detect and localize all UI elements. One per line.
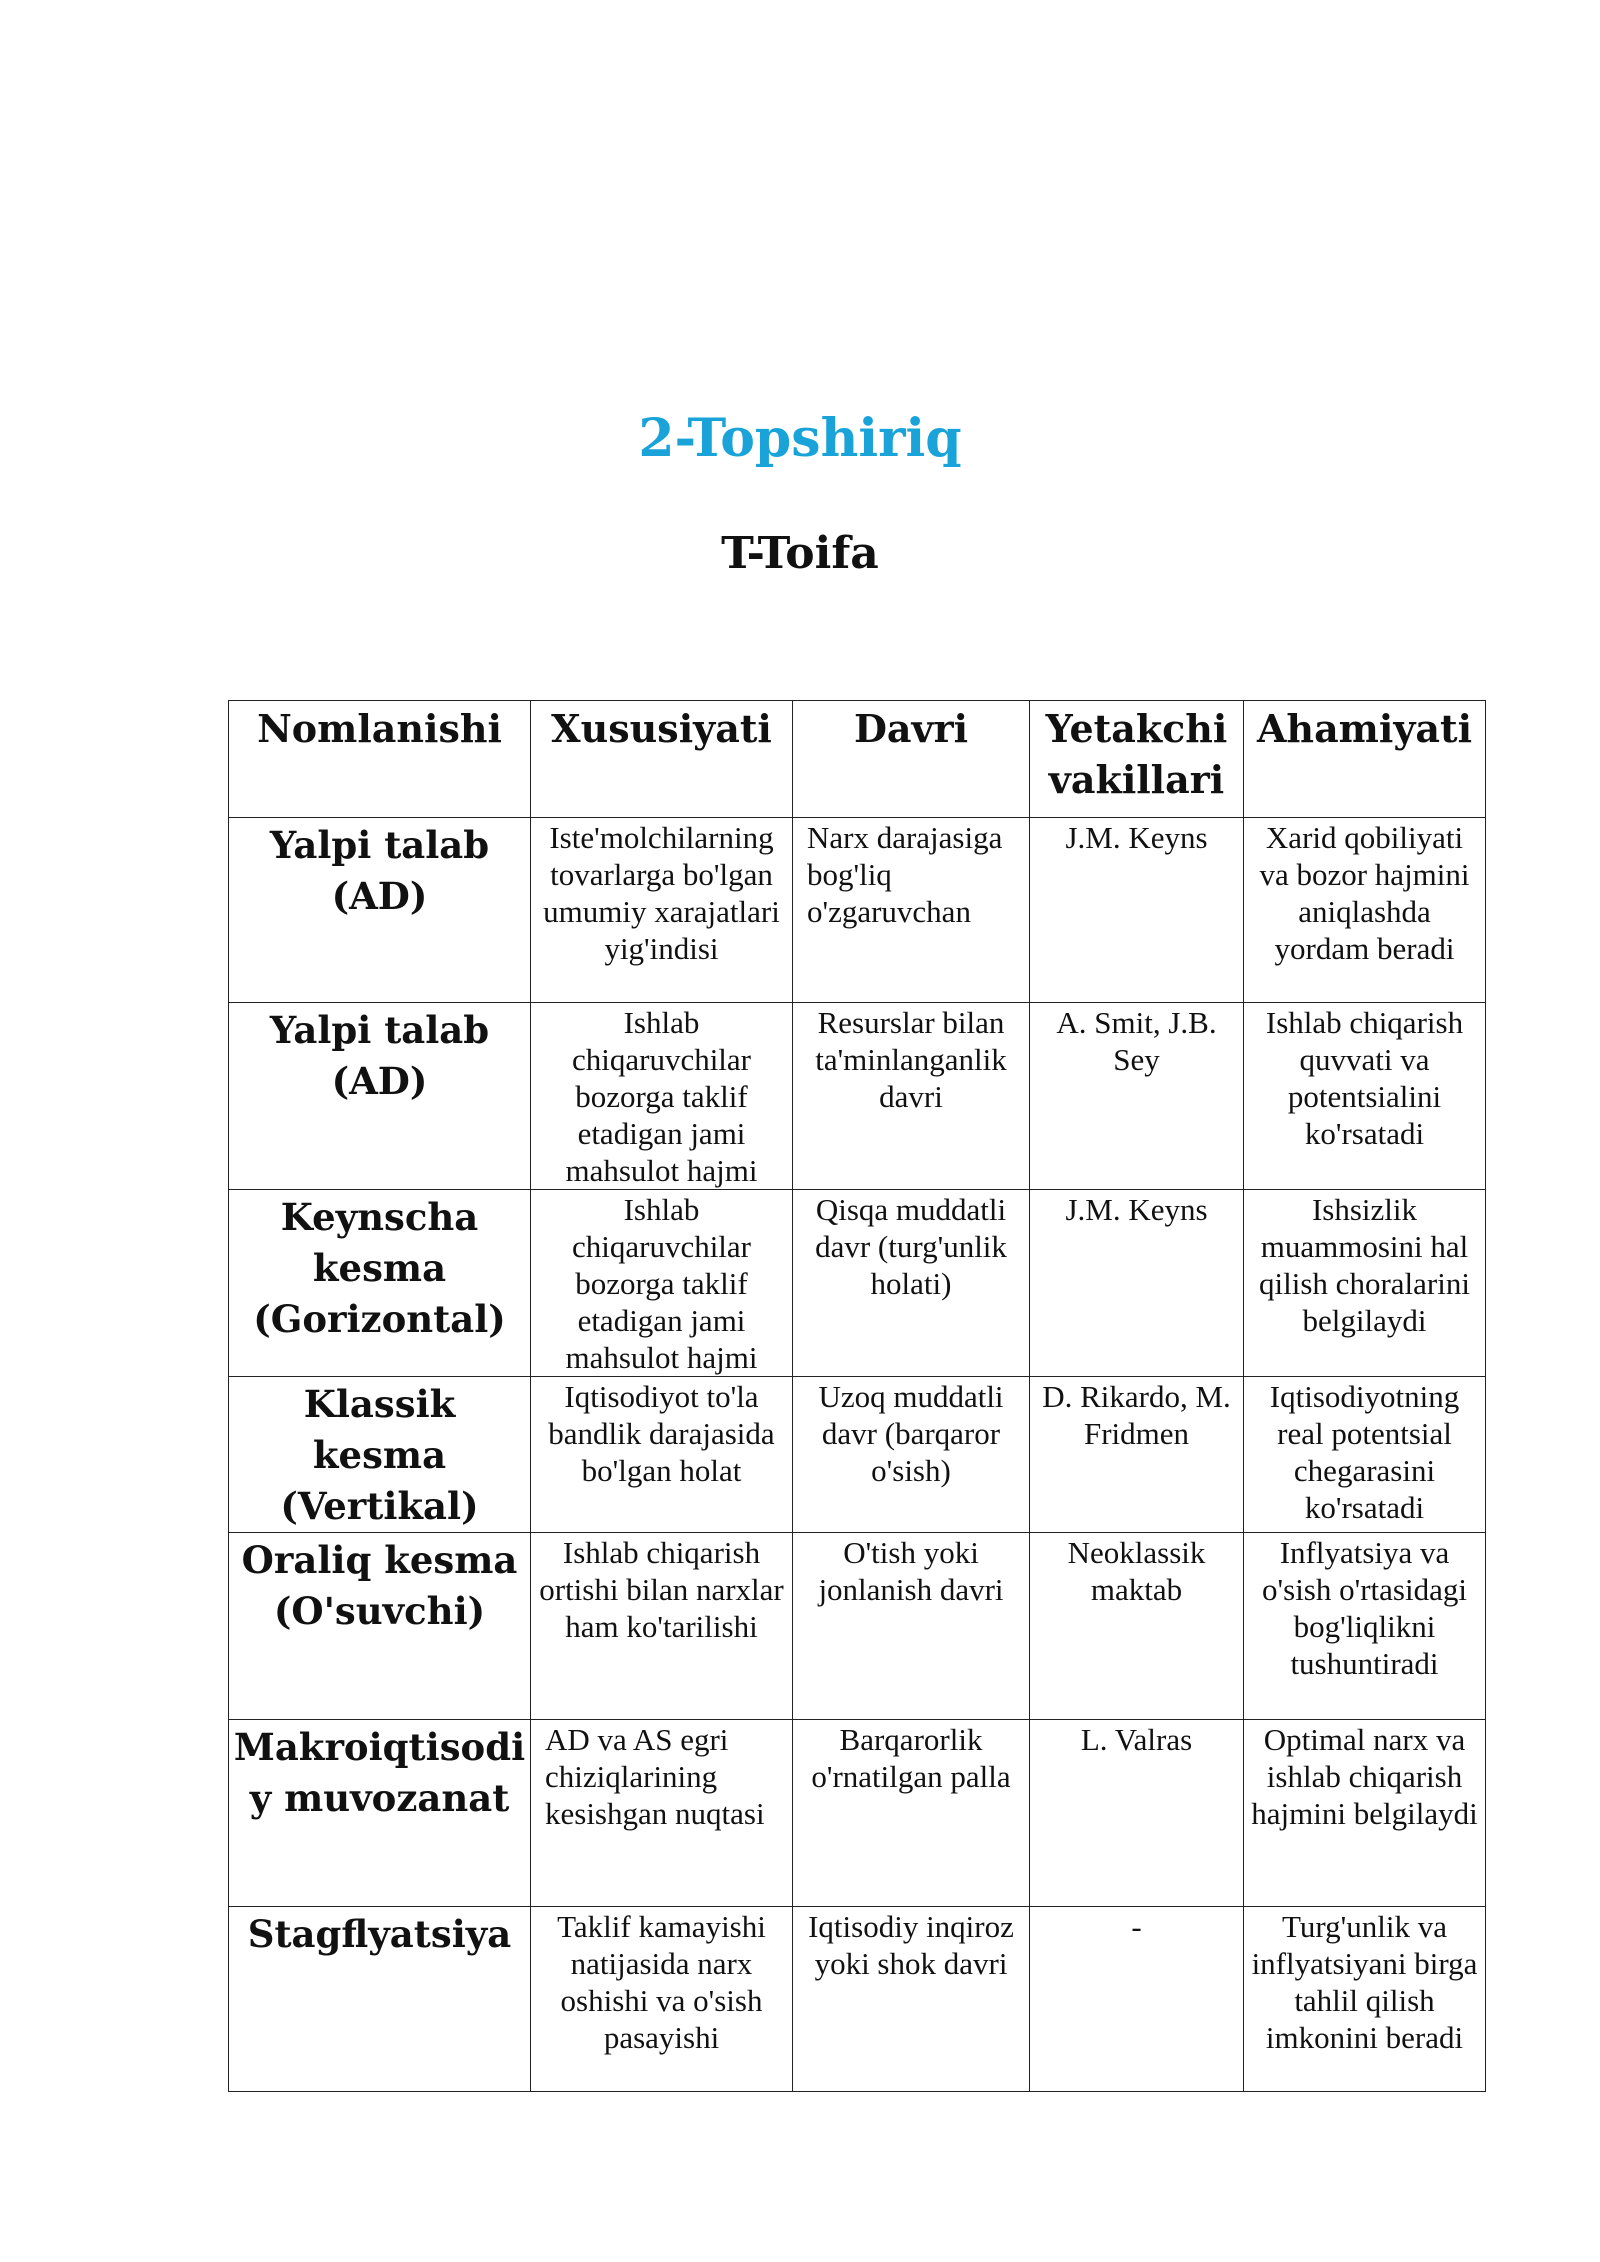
row-feature: Iqtisodiyot to'la bandlik darajasida bo'lgan holat [531,1377,793,1533]
row-period: O'tish yoki jonlanish davri [793,1533,1030,1720]
row-period: Narx darajasiga bog'liq o'zgaruvchan [793,818,1030,1003]
table-row [229,1190,1486,1377]
page-subtitle: T-Toifa [721,528,879,579]
column-header-name: Nomlanishi [229,701,531,818]
row-significance: Iqtisodiyotning real potentsial chegarasini ko'rsatadi [1244,1377,1486,1533]
row-representatives: J.M. Keyns [1030,1190,1244,1377]
row-representatives: J.M. Keyns [1030,818,1244,1003]
row-significance: Inflyatsiya va o'sish o'rtasidagi bog'liqlikni tushuntiradi [1244,1533,1486,1720]
row-significance: Xarid qobiliyati va bozor hajmini aniqlashda yordam beradi [1244,818,1486,1003]
page-title: 2-Topshiriq [638,408,962,469]
row-period: Resurslar bilan ta'minlanganlik davri [793,1003,1030,1190]
row-feature: Ishlab chiqaruvchilar bozorga taklif etadigan jami mahsulot hajmi [531,1190,793,1377]
row-feature: Iste'molchilarning tovarlarga bo'lgan umumiy xarajatlari yig'indisi [531,818,793,1003]
row-name: Keynscha kesma (Gorizontal) [229,1190,531,1377]
table-row [229,1720,1486,1907]
column-header-feature: Xususiyati [531,701,793,818]
table-header-row [229,701,1486,818]
row-name: Makroiqtisodi y muvozanat [229,1720,531,1907]
table-row [229,1377,1486,1533]
row-name: Stagflyatsiya [229,1907,531,2092]
row-representatives: L. Valras [1030,1720,1244,1907]
row-significance: Turg'unlik va inflyatsiyani birga tahlil qilish imkonini beradi [1244,1907,1486,2092]
row-period: Barqarorlik o'rnatilgan palla [793,1720,1030,1907]
row-significance: Optimal narx va ishlab chiqarish hajmini belgilaydi [1244,1720,1486,1907]
column-header-significance: Ahamiyati [1244,701,1486,818]
table-row [229,1533,1486,1720]
row-representatives: D. Rikardo, M. Fridmen [1030,1377,1244,1533]
table-row [229,1907,1486,2092]
row-period: Uzoq muddatli davr (barqaror o'sish) [793,1377,1030,1533]
column-header-representatives: Yetakchi vakillari [1030,701,1244,818]
row-feature: Ishlab chiqarish ortishi bilan narxlar ham ko'tarilishi [531,1533,793,1720]
row-representatives: Neoklassik maktab [1030,1533,1244,1720]
row-representatives: A. Smit, J.B. Sey [1030,1003,1244,1190]
row-name: Yalpi talab (AD) [229,1003,531,1190]
row-feature: Taklif kamayishi natijasida narx oshishi va o'sish pasayishi [531,1907,793,2092]
table-row [229,1003,1486,1190]
row-name: Yalpi talab (AD) [229,818,531,1003]
row-period: Qisqa muddatli davr (turg'unlik holati) [793,1190,1030,1377]
row-feature: Ishlab chiqaruvchilar bozorga taklif etadigan jami mahsulot hajmi [531,1003,793,1190]
row-significance: Ishlab chiqarish quvvati va potentsialini ko'rsatadi [1244,1003,1486,1190]
row-representatives: - [1030,1907,1244,2092]
row-name: Klassik kesma (Vertikal) [229,1377,531,1533]
comparison-table [228,700,1486,2092]
row-period: Iqtisodiy inqiroz yoki shok davri [793,1907,1030,2092]
table-row [229,818,1486,1003]
column-header-period: Davri [793,701,1030,818]
row-feature: AD va AS egri chiziqlarining kesishgan nuqtasi [531,1720,793,1907]
row-significance: Ishsizlik muammosini hal qilish choralarini belgilaydi [1244,1190,1486,1377]
row-name: Oraliq kesma (O'suvchi) [229,1533,531,1720]
